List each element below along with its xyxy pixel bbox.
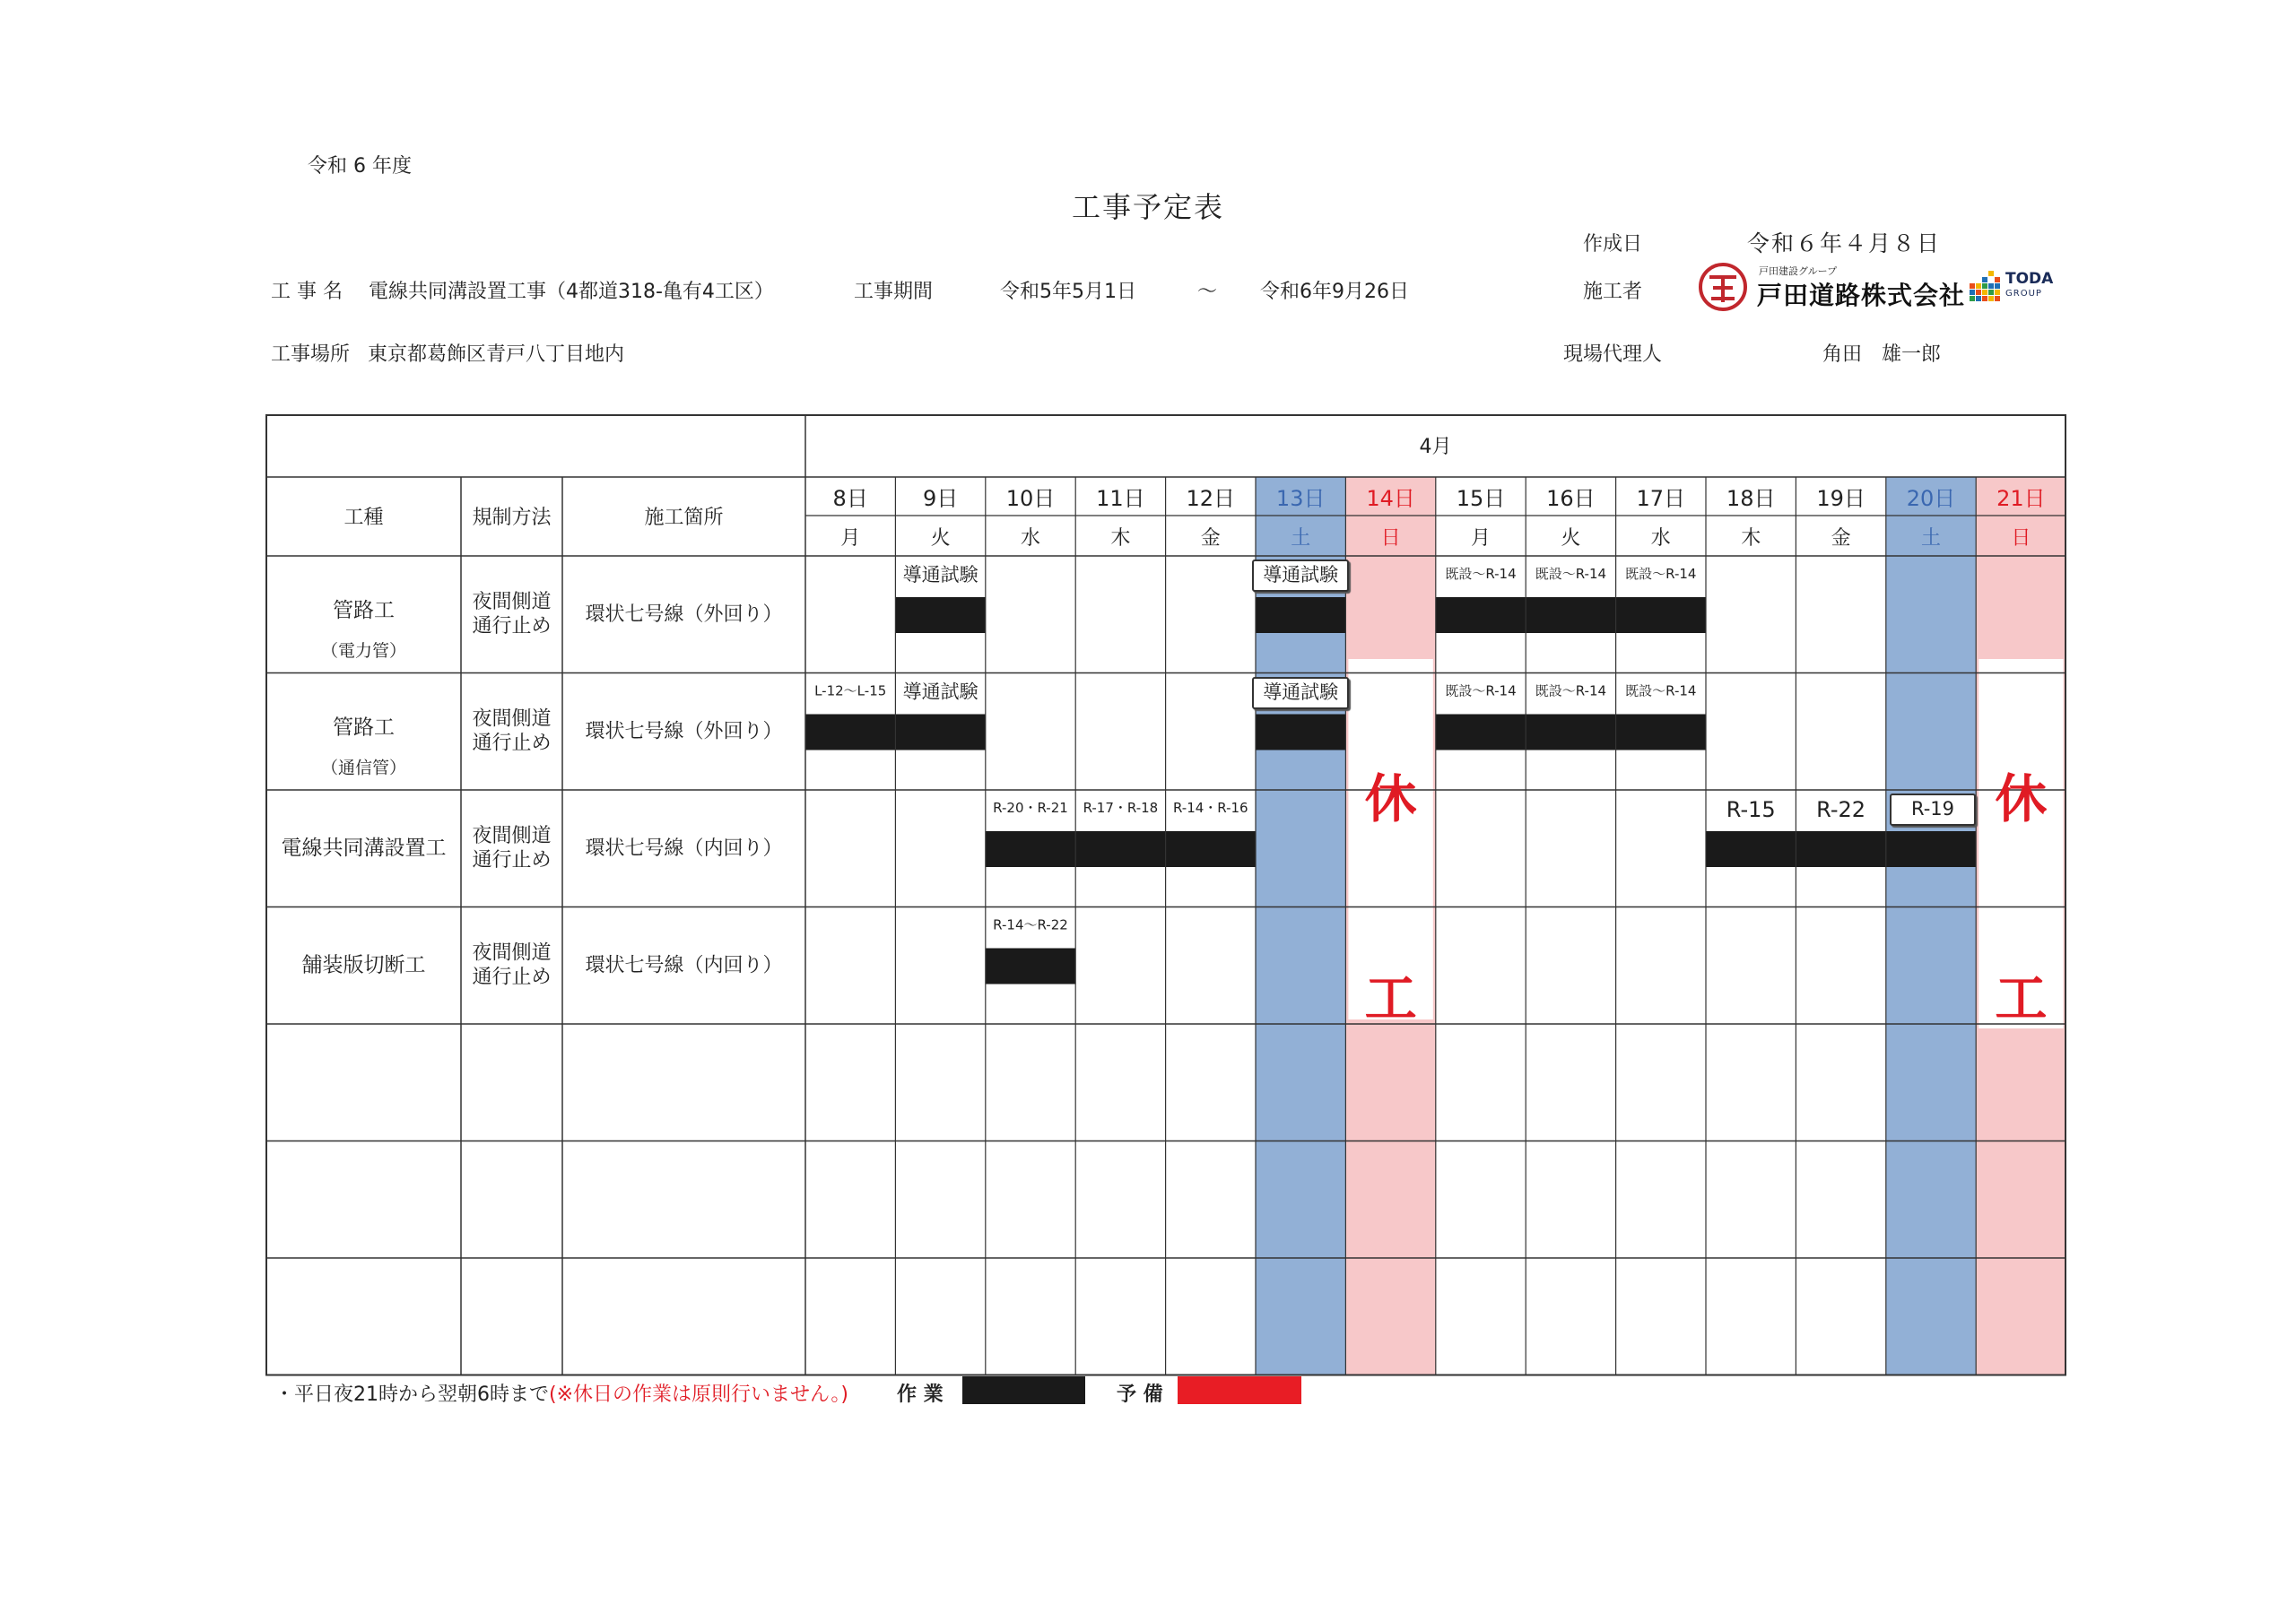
regulation-line: 夜間側道 <box>472 707 552 731</box>
period-end: 令和6年9月26日 <box>1260 281 1409 303</box>
regulation-line: 夜間側道 <box>472 941 552 965</box>
column-header: 施工箇所 <box>644 507 724 529</box>
work-type-sub: （電力管） <box>320 641 407 661</box>
day-date: 10日 <box>1005 486 1056 511</box>
regulation-line: 夜間側道 <box>472 591 552 613</box>
logo-company-name: 戸田道路株式会社 <box>1757 281 1966 310</box>
rest-label-top: 休 <box>1995 768 2048 829</box>
cell-small-label: R-20・R-21 <box>993 800 1068 816</box>
toda-brand-sub: GROUP <box>2005 289 2042 299</box>
work-type: 電線共同溝設置工 <box>281 837 447 860</box>
cell-label: 導通試験 <box>902 564 978 585</box>
period-label: 工事期間 <box>854 281 934 303</box>
day-date: 19日 <box>1816 486 1866 511</box>
day-date: 15日 <box>1456 486 1506 511</box>
work-bar <box>895 597 985 633</box>
rest-label-top: 休 <box>1364 768 1417 829</box>
work-hours-text: ・平日夜21時から翌朝6時まで <box>274 1383 549 1406</box>
cell-small-label: R-14・R-16 <box>1172 800 1248 816</box>
work-bar <box>1436 597 1706 633</box>
cell-small-label: 既設～R-14 <box>1535 682 1607 699</box>
day-date: 9日 <box>922 486 959 511</box>
rest-panel <box>1348 659 1432 1019</box>
legend-reserve-label: 予 備 <box>1117 1383 1163 1406</box>
day-date: 16日 <box>1546 486 1596 511</box>
project-name-label: 工 事 名 <box>271 281 343 303</box>
work-type: 舗装版切断工 <box>301 953 426 977</box>
cell-label: 導通試験 <box>902 681 978 703</box>
cell-label: R-15 <box>1726 797 1776 822</box>
legend-reserve-swatch <box>1178 1376 1301 1404</box>
day-weekday: 水 <box>1020 527 1041 550</box>
regulation-line: 通行止め <box>472 732 552 755</box>
work-bar <box>1256 597 1345 633</box>
cell-small-label: 既設～R-14 <box>1445 682 1517 699</box>
day-date: 11日 <box>1096 486 1145 511</box>
page-title: 工事予定表 <box>1071 190 1224 224</box>
cell-small-label: 既設～R-14 <box>1535 566 1607 582</box>
site-agent-label: 現場代理人 <box>1563 343 1663 366</box>
regulation-line: 夜間側道 <box>472 825 552 847</box>
rest-label-bottom: 工 <box>1995 967 2048 1029</box>
work-hours-note <box>274 1379 848 1407</box>
period-separator: ～ <box>1197 281 1218 303</box>
work-type-sub: （通信管） <box>320 758 407 778</box>
fiscal-year: 令和 6 年度 <box>308 155 412 178</box>
location: 環状七号線（外回り） <box>585 720 783 743</box>
boxed-label: R-19 <box>1890 794 1976 826</box>
created-date-label: 作成日 <box>1583 233 1643 256</box>
month-label: 4月 <box>1419 436 1452 458</box>
regulation-line: 通行止め <box>472 615 552 638</box>
day-weekday: 日 <box>1380 527 1401 550</box>
contractor-label: 施工者 <box>1583 281 1643 303</box>
column-header: 工種 <box>344 507 384 529</box>
work-bar <box>986 831 1256 867</box>
work-type: 管路工 <box>333 716 395 740</box>
work-bar <box>1256 715 1345 750</box>
boxed-label: 導通試験 <box>1252 559 1349 592</box>
day-weekday: 月 <box>840 527 861 550</box>
location: 環状七号線（内回り） <box>585 837 783 860</box>
day-weekday: 金 <box>1200 527 1221 550</box>
legend-work-swatch <box>962 1376 1085 1404</box>
day-weekday: 火 <box>1561 527 1581 550</box>
day-weekday: 水 <box>1650 527 1671 550</box>
day-date: 21日 <box>1996 486 2046 511</box>
created-date-value: 令和６年４月８日 <box>1747 230 1942 256</box>
day-date: 18日 <box>1726 486 1776 511</box>
day-weekday: 木 <box>1110 527 1131 550</box>
day-weekday: 月 <box>1470 527 1492 550</box>
cell-small-label: R-14～R-22 <box>993 916 1068 933</box>
site-value: 東京都葛飾区青戸八丁目地内 <box>368 343 625 366</box>
day-weekday: 木 <box>1741 527 1761 550</box>
work-type: 管路工 <box>333 599 395 622</box>
regulation-line: 通行止め <box>472 849 552 872</box>
rest-label-bottom: 工 <box>1364 967 1417 1029</box>
work-bar <box>986 949 1075 984</box>
day-weekday: 火 <box>930 527 951 550</box>
cell-small-label: 既設～R-14 <box>1445 566 1517 582</box>
cell-small-label: 既設～R-14 <box>1625 566 1697 582</box>
column-header: 規制方法 <box>472 507 552 529</box>
location: 環状七号線（外回り） <box>585 603 783 626</box>
cell-small-label: L-12～L-15 <box>814 682 887 699</box>
cell-small-label: R-17・R-18 <box>1083 800 1159 816</box>
project-name-value: 電線共同溝設置工事（4都道318-亀有4工区） <box>369 281 774 303</box>
location: 環状七号線（内回り） <box>585 954 783 977</box>
day-date: 13日 <box>1275 486 1326 511</box>
logo-group-text: 戸田建設グループ <box>1759 265 1838 277</box>
cell-label: R-22 <box>1816 797 1866 822</box>
boxed-label: 導通試験 <box>1252 677 1349 709</box>
work-bar <box>1706 831 1976 867</box>
site-label: 工事場所 <box>271 343 351 366</box>
saturday-column <box>1886 477 1976 1375</box>
cell-small-label: 既設～R-14 <box>1625 682 1697 699</box>
period-start: 令和5年5月1日 <box>1000 281 1136 303</box>
holiday-note: (※休日の作業は原則行いません。) <box>549 1383 848 1406</box>
day-weekday: 土 <box>1291 527 1311 550</box>
site-agent-value: 角田 雄一郎 <box>1822 343 1942 366</box>
regulation-line: 通行止め <box>472 966 552 989</box>
day-date: 14日 <box>1366 486 1415 511</box>
toda-brand: TODA <box>2005 270 2054 288</box>
day-date: 12日 <box>1186 486 1236 511</box>
day-weekday: 金 <box>1831 527 1851 550</box>
day-weekday: 土 <box>1920 527 1942 550</box>
day-weekday: 日 <box>2011 527 2031 550</box>
day-date: 17日 <box>1636 486 1686 511</box>
day-date: 20日 <box>1906 486 1956 511</box>
work-bar <box>1436 715 1706 750</box>
day-date: 8日 <box>832 486 868 511</box>
legend-work-label: 作 業 <box>897 1383 944 1406</box>
